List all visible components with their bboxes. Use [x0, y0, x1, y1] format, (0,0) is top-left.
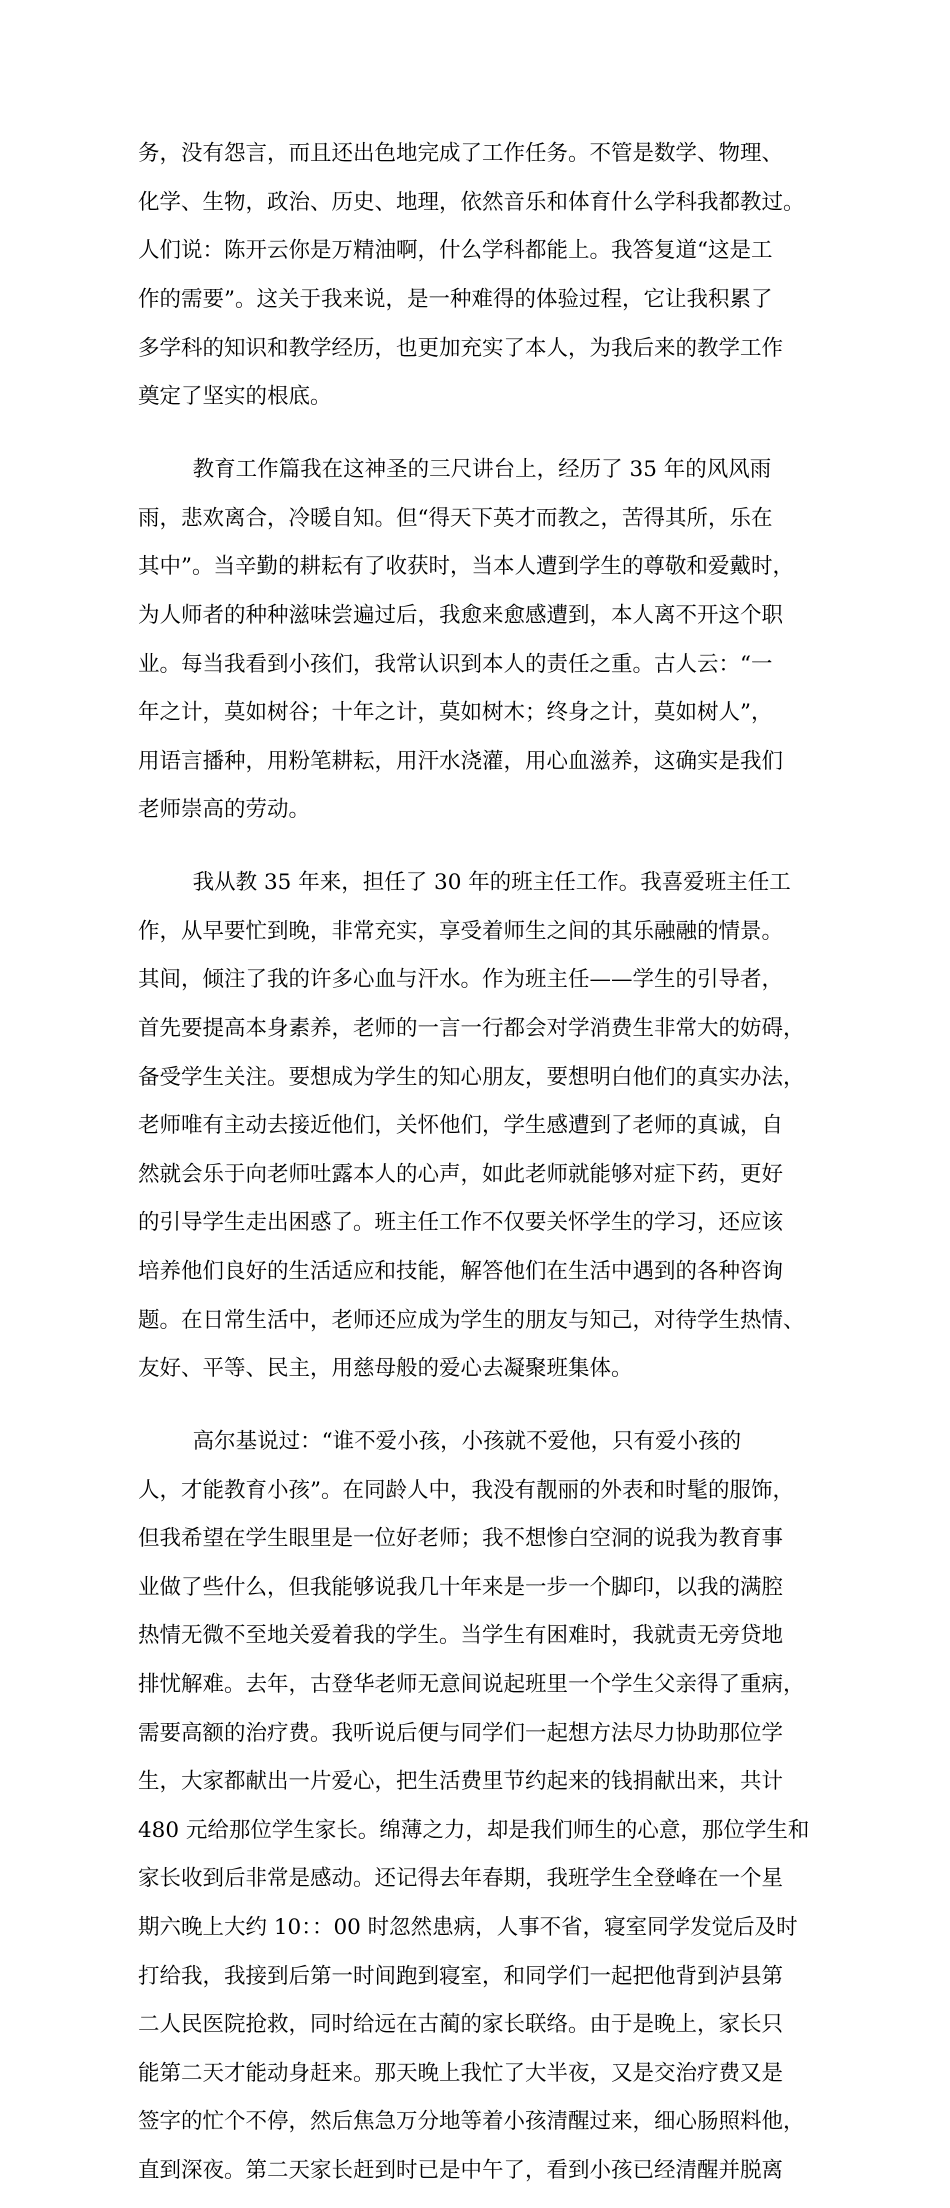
text-line: 热情无微不至地关爱着我的学生。当学生有困难时，我就责无旁贷地: [138, 1623, 784, 1649]
text-line: 为人师者的种种滋味尝遍过后，我愈来愈感遭到，本人离不开这个职: [138, 602, 784, 628]
text-line: 老师崇高的劳动。: [138, 797, 311, 823]
text-line: 雨，悲欢离合，冷暖自知。但“得天下英才而教之，苦得其所，乐在: [138, 505, 773, 531]
text-line: 的引导学生走出困惑了。班主任工作不仅要关怀学生的学习，还应该: [138, 1210, 784, 1236]
text-line: 培养他们良好的生活适应和技能，解答他们在生活中遇到的各种咨询: [138, 1258, 784, 1284]
text-line: 业。每当我看到小孩们，我常认识到本人的责任之重。古人云：“一: [138, 651, 773, 677]
text-line: 业做了些什么，但我能够说我几十年来是一步一个脚印，以我的满腔: [138, 1574, 784, 1600]
text-line: 打给我，我接到后第一时间跑到寝室，和同学们一起把他背到泸县第: [138, 1963, 784, 1989]
text-line: 我从教 35 年来，担任了 30 年的班主任工作。我喜爱班主任工: [138, 870, 791, 896]
text-line: 教育工作篇我在这神圣的三尺讲台上，经历了 35 年的风风雨: [138, 457, 772, 483]
text-line: 生，大家都献出一片爱心，把生活费里节约起来的钱捐献出来，共计: [138, 1769, 784, 1795]
text-line: 家长收到后非常是感动。还记得去年春期，我班学生全登峰在一个星: [138, 1866, 784, 1892]
text-line: 多学科的知识和教学经历，也更加充实了本人，为我后来的教学工作: [138, 335, 784, 361]
text-line: 能第二天才能动身赶来。那天晚上我忙了大半夜，又是交治疗费又是: [138, 2060, 784, 2086]
text-line: 高尔基说过：“谁不爱小孩，小孩就不爱他，只有爱小孩的: [138, 1429, 742, 1455]
text-line: 期六晚上大约 10：：00 时忽然患病，人事不省，寝室同学发觉后及时: [138, 1914, 798, 1940]
text-line: 务，没有怨言，而且还出色地完成了工作任务。不管是数学、物理、: [138, 141, 784, 167]
text-line: 需要高额的治疗费。我听说后便与同学们一起想方法尽力协助那位学: [138, 1720, 784, 1746]
text-line: 作的需要”。这关于我来说，是一种难得的体验过程，它让我积累了: [138, 287, 773, 313]
text-line: 化学、生物，政治、历史、地理，依然音乐和体育什么学科我都教过。: [138, 189, 805, 215]
text-line: 老师唯有主动去接近他们，关怀他们，学生感遭到了老师的真诚，自: [138, 1113, 784, 1139]
text-line: 奠定了坚实的根底。: [138, 384, 332, 410]
text-line: 480 元给那位学生家长。绵薄之力，却是我们师生的心意，那位学生和: [138, 1817, 810, 1843]
paragraph-4: [138, 1406, 828, 2208]
paragraph-2: [138, 434, 828, 847]
paragraph-3: [138, 847, 828, 1406]
body-text: [138, 118, 828, 2208]
text-line: 备受学生关注。要想成为学生的知心朋友，要想明白他们的真实办法，: [138, 1064, 805, 1090]
text-line: 人们说：陈开云你是万精油啊，什么学科都能上。我答复道“这是工: [138, 238, 773, 264]
text-line: 人，才能教育小孩”。在同龄人中，我没有靓丽的外表和时髦的服饰，: [138, 1477, 794, 1503]
text-line: 作，从早要忙到晚，非常充实，享受着师生之间的其乐融融的情景。: [138, 918, 784, 944]
text-line: 友好、平等、民主，用慈母般的爱心去凝聚班集体。: [138, 1356, 633, 1382]
text-line: 然就会乐于向老师吐露本人的心声，如此老师就能够对症下药，更好: [138, 1161, 784, 1187]
text-line: 二人民医院抢救，同时给远在古蔺的家长联络。由于是晚上，家长只: [138, 2012, 784, 2038]
text-line: 其间，倾注了我的许多心血与汗水。作为班主任——学生的引导者，: [138, 967, 784, 993]
text-line: 排忧解难。去年，古登华老师无意间说起班里一个学生父亲得了重病，: [138, 1672, 805, 1697]
text-line: 年之计，莫如树谷；十年之计，莫如树木；终身之计，莫如树人”，: [138, 700, 773, 726]
text-line: 签字的忙个不停，然后焦急万分地等着小孩清醒过来，细心肠照料他，: [138, 2109, 805, 2135]
text-line: 直到深夜。第二天家长赶到时已是中午了，看到小孩已经清醒并脱离: [138, 2157, 784, 2183]
paragraph-1: [138, 118, 828, 434]
text-line: 其中”。当辛勤的耕耘有了收获时，当本人遭到学生的尊敬和爱戴时，: [138, 554, 794, 580]
text-line: 题。在日常生活中，老师还应成为学生的朋友与知己，对待学生热情、: [138, 1307, 805, 1333]
text-line: 但我希望在学生眼里是一位好老师；我不想惨白空洞的说我为教育事: [138, 1526, 784, 1552]
text-line: 首先要提高本身素养，老师的一言一行都会对学消费生非常大的妨碍，: [138, 1015, 805, 1041]
text-line: 用语言播种，用粉笔耕耘，用汗水浇灌，用心血滋养，这确实是我们: [138, 748, 784, 774]
